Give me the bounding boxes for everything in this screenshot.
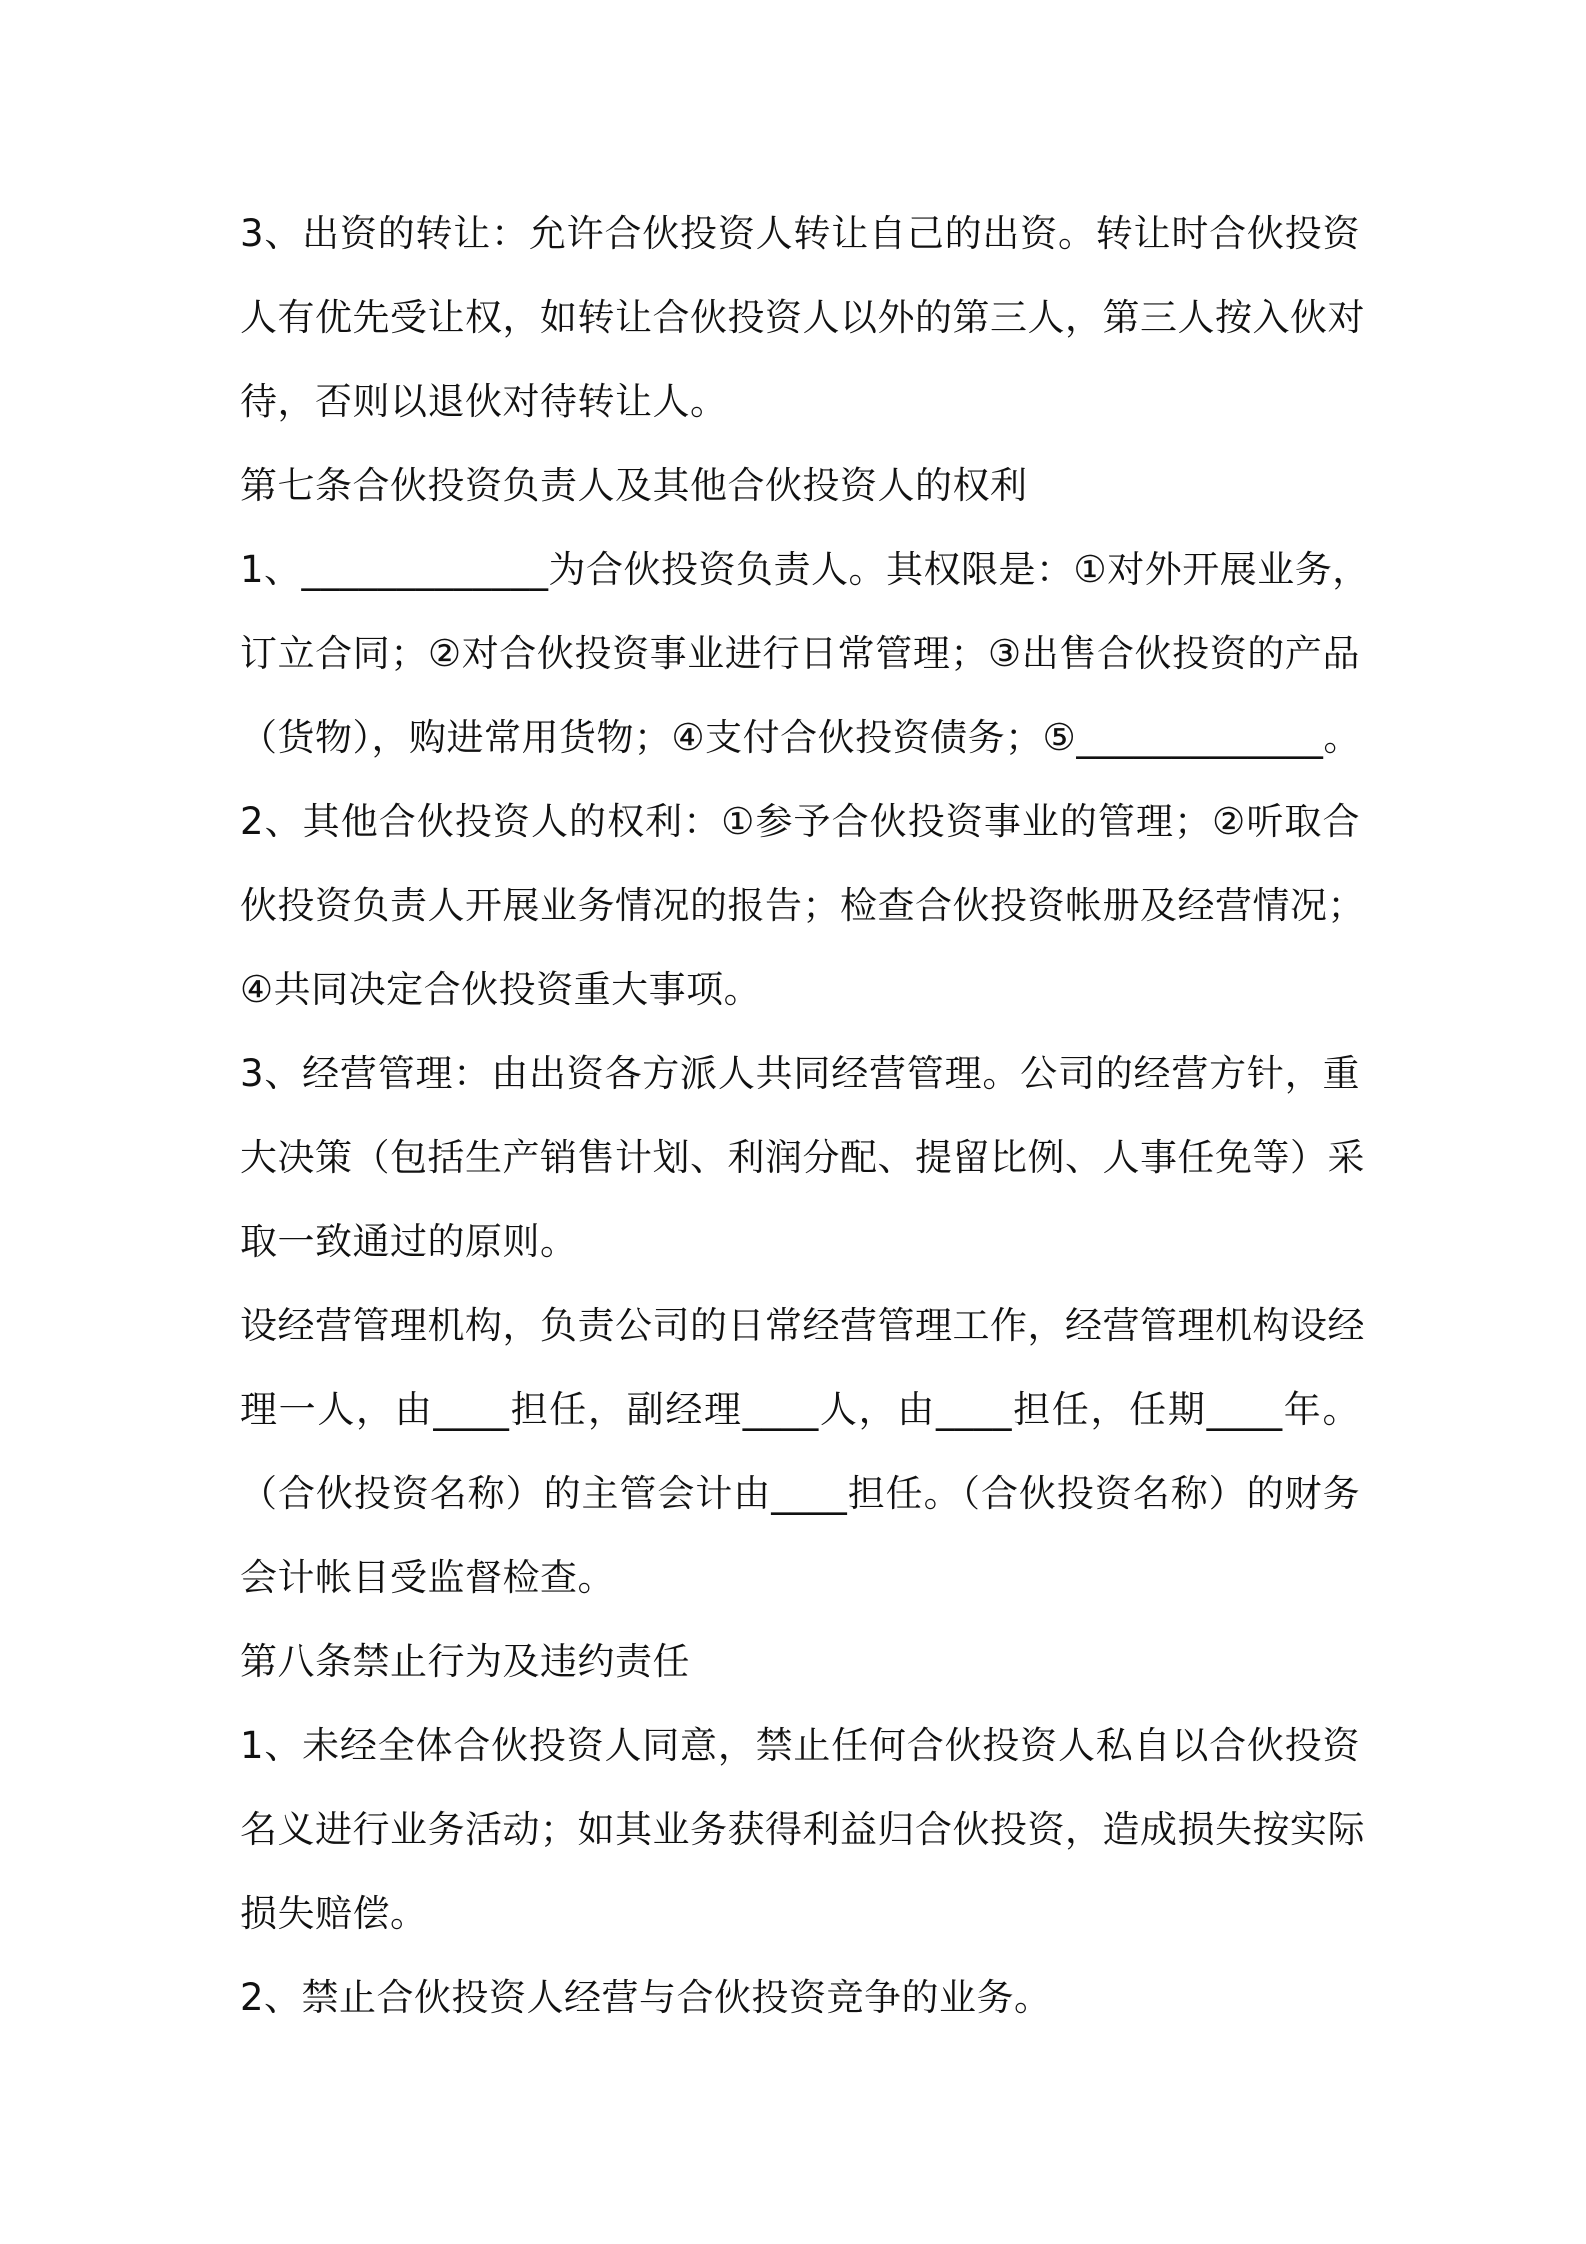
section-heading: 第八条禁止行为及违约责任 xyxy=(240,1640,690,1683)
text-line: 2、其他合伙投资人的权利：①参予合伙投资事业的管理；②听取合 xyxy=(240,800,1360,843)
text-line: ④共同决定合伙投资重大事项。 xyxy=(240,968,762,1011)
text-line: 3、出资的转让：允许合伙投资人转让自己的出资。转让时合伙投资 xyxy=(240,212,1360,255)
text-line: 2、禁止合伙投资人经营与合伙投资竞争的业务。 xyxy=(240,1976,1052,2019)
text-line: 1、未经全体合伙投资人同意，禁止任何合伙投资人私自以合伙投资 xyxy=(240,1724,1360,1767)
text-line: 大决策（包括生产销售计划、利润分配、提留比例、人事任免等）采 xyxy=(240,1136,1365,1179)
text-line: 伙投资负责人开展业务情况的报告；检查合伙投资帐册及经营情况； xyxy=(240,884,1365,927)
text-line: 理一人，由____担任，副经理____人，由____担任，任期____年。 xyxy=(240,1388,1360,1431)
section-heading: 第七条合伙投资负责人及其他合伙投资人的权利 xyxy=(240,464,1028,507)
text-line: 名义进行业务活动；如其业务获得利益归合伙投资，造成损失按实际 xyxy=(240,1808,1365,1851)
text-line: 取一致通过的原则。 xyxy=(240,1220,578,1263)
text-line: 设经营管理机构，负责公司的日常经营管理工作，经营管理机构设经 xyxy=(240,1304,1365,1347)
text-line: （货物），购进常用货物；④支付合伙投资债务；⑤_____________。 xyxy=(240,716,1361,759)
text-line: 损失赔偿。 xyxy=(240,1892,428,1935)
text-line: 会计帐目受监督检查。 xyxy=(240,1556,615,1599)
text-line: （合伙投资名称）的主管会计由____担任。（合伙投资名称）的财务 xyxy=(240,1472,1360,1515)
text-line: 3、经营管理：由出资各方派人共同经营管理。公司的经营方针，重 xyxy=(240,1052,1360,1095)
text-line: 待，否则以退伙对待转让人。 xyxy=(240,380,728,423)
text-line: 1、_____________为合伙投资负责人。其权限是：①对外开展业务， xyxy=(240,548,1370,591)
text-line: 人有优先受让权，如转让合伙投资人以外的第三人，第三人按入伙对 xyxy=(240,296,1365,339)
text-line: 订立合同；②对合伙投资事业进行日常管理；③出售合伙投资的产品 xyxy=(240,632,1360,675)
document-body xyxy=(240,192,1370,2040)
